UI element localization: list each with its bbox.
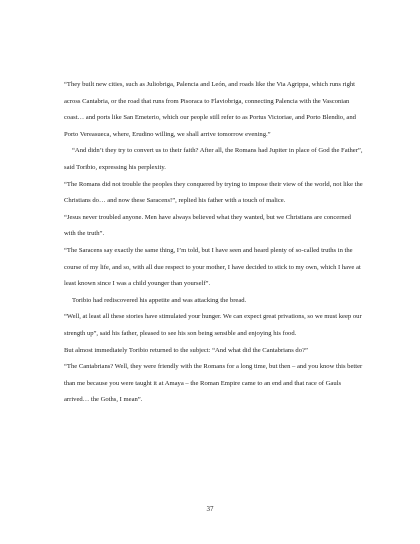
page-number: 37 (206, 505, 214, 513)
paragraph: “The Romans did not trouble the peoples they conquered by trying to impose their view of the world, not like the Christians do… and now these Saracens!”, replied his father with a touch of malice. (64, 180, 363, 205)
paragraph: “Jesus never troubled anyone. Men have always believed what they wanted, but we Christians are concerned with the truth”. (64, 213, 351, 238)
paragraph: “They built new cities, such as Juliobriga, Palencia and León, and roads like the Via Agrippa, which runs right across Cantabria, or the road that runs from Pisoraca to Flaviobriga, connecting Palencia with the Vasconian coast… and ports like San Emeterio, which our people still refer to as Portus Victoriae, and Porto Blendio, and Porto Vereasueca, where, Erudino willing, we shall arrive tomorrow evening.” (64, 81, 356, 138)
paragraph: “And didn’t they try to convert us to their faith? After all, the Romans had Jupiter in place of God the Father”, said Toribio, expressing his perplexity. (64, 147, 363, 171)
paragraph: “The Cantabrians? Well, they were friendly with the Romans for a long time, but then – and you know this better than me because you were taught it at Amaya – the Roman Empire came to an end and that race of Gauls arrived… the Goths, I mean”. (64, 363, 363, 404)
paragraph: Toribio had rediscovered his appetite and was attacking the bread. (72, 296, 247, 304)
body-text (64, 77, 364, 409)
paragraph: “Well, at least all these stories have stimulated your hunger. We can expect great privations, so we must keep our strength up”, said his father, pleased to see his son being sensible and enjoying his food. (64, 313, 362, 337)
paragraph: But almost immediately Toribio returned to the subject: “And what did the Cantabrians do?” (64, 346, 308, 354)
paragraph: “The Saracens say exactly the same thing, I’m told, but I have seen and heard plenty of so-called truths in the course of my life, and so, with all due respect to your mother, I have decided to stick to my own, which I have at least known since I was a child younger than yourself”. (64, 246, 361, 288)
